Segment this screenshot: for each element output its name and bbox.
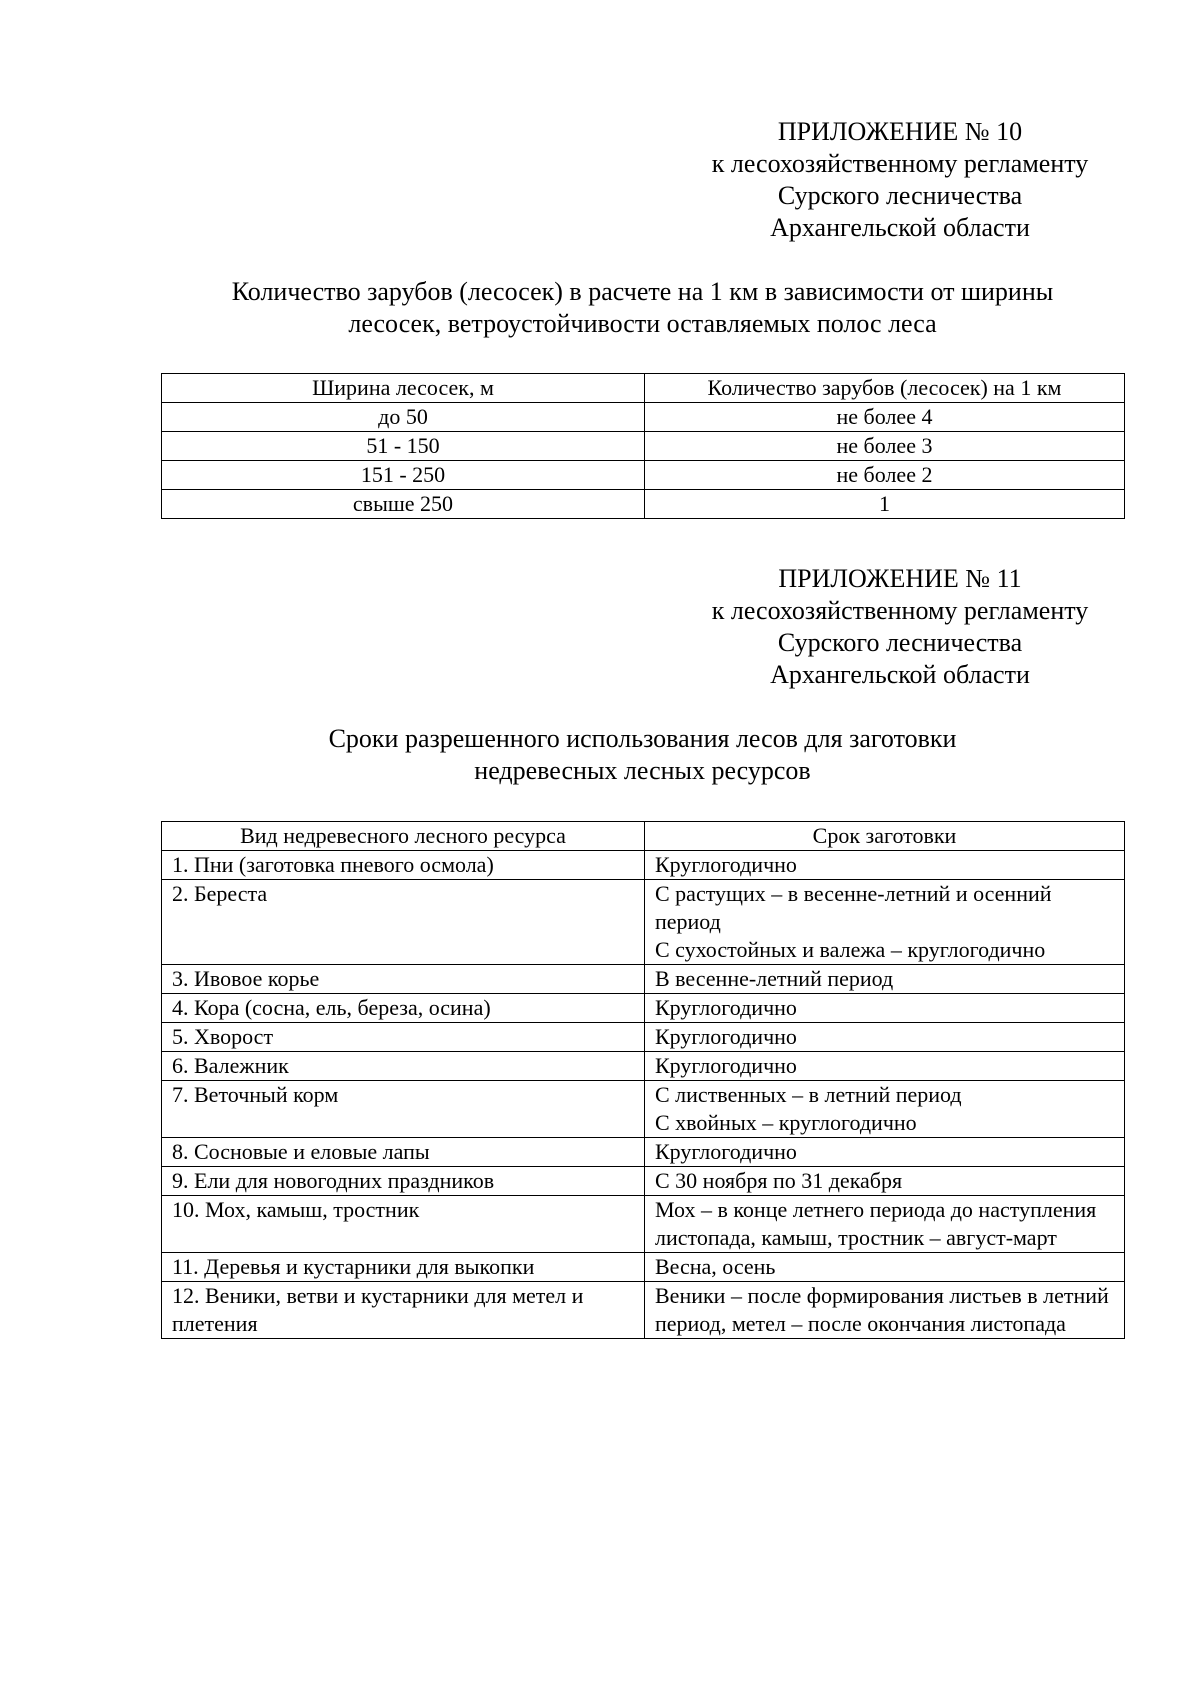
table-row — [162, 1023, 1125, 1052]
appendix-10-line: Сурского лесничества — [777, 181, 1023, 210]
harvest-period-table — [161, 821, 1125, 1339]
table-header-row — [162, 374, 1125, 403]
table-10-title — [160, 276, 1125, 340]
resource-cell: 1. Пни (заготовка пневого осмола) — [162, 851, 645, 880]
table-row — [162, 490, 1125, 519]
table-row — [162, 880, 1125, 965]
table-cell: 151 - 250 — [162, 461, 645, 490]
period-cell — [645, 1023, 1125, 1052]
table-row — [162, 1167, 1125, 1196]
resource-cell: 5. Хворост — [162, 1023, 645, 1052]
period-cell — [645, 1253, 1125, 1282]
resource-cell: 3. Ивовое корье — [162, 965, 645, 994]
period-line: Круглогодично — [655, 1139, 797, 1164]
period-cell — [645, 1196, 1125, 1253]
appendix-10-line: Архангельской области — [770, 213, 1030, 242]
resource-cell: 9. Ели для новогодних праздников — [162, 1167, 645, 1196]
appendix-11-line: к лесохозяйственному регламенту — [711, 596, 1089, 625]
period-cell — [645, 1052, 1125, 1081]
resource-cell: 11. Деревья и кустарники для выкопки — [162, 1253, 645, 1282]
appendix-10-line: ПРИЛОЖЕНИЕ № 10 — [777, 117, 1023, 146]
period-line: Круглогодично — [655, 1053, 797, 1078]
table-cell: не более 2 — [645, 461, 1125, 490]
period-line: Круглогодично — [655, 1024, 797, 1049]
period-line: С 30 ноября по 31 декабря — [655, 1168, 903, 1193]
table-row — [162, 965, 1125, 994]
table-10-title-line: Количество зарубов (лесосек) в расчете на 1 км в зависимости от ширины — [231, 277, 1054, 306]
table-10-title-line: лесосек, ветроустойчивости оставляемых полос леса — [348, 309, 937, 338]
period-line: Веники – после формирования листьев в летний период, метел – после окончания листопада — [655, 1283, 1109, 1336]
column-header: Срок заготовки — [645, 822, 1125, 851]
appendix-11-header — [690, 563, 1110, 691]
period-cell — [645, 851, 1125, 880]
resource-cell: 8. Сосновые и еловые лапы — [162, 1138, 645, 1167]
resource-cell: 7. Веточный корм — [162, 1081, 645, 1138]
resource-cell: 10. Мох, камыш, тростник — [162, 1196, 645, 1253]
table-11-title-line: Сроки разрешенного использования лесов для заготовки — [328, 724, 957, 753]
period-line: С лиственных – в летний период — [655, 1082, 962, 1107]
table-11-title — [160, 723, 1125, 787]
appendix-10-header — [690, 116, 1110, 244]
appendix-11-line: Сурского лесничества — [777, 628, 1023, 657]
table-11-title-line: недревесных лесных ресурсов — [474, 756, 811, 785]
column-header: Вид недревесного лесного ресурса — [162, 822, 645, 851]
appendix-11-line: Архангельской области — [770, 660, 1030, 689]
period-line: С сухостойных и валежа – круглогодично — [655, 937, 1046, 962]
period-line: С хвойных – круглогодично — [655, 1110, 917, 1135]
table-row — [162, 1138, 1125, 1167]
table-row — [162, 1081, 1125, 1138]
period-cell — [645, 994, 1125, 1023]
table-row — [162, 461, 1125, 490]
period-cell — [645, 1282, 1125, 1339]
table-row — [162, 994, 1125, 1023]
period-cell — [645, 1081, 1125, 1138]
table-header-row — [162, 822, 1125, 851]
period-line: Круглогодично — [655, 852, 797, 877]
column-header: Ширина лесосек, м — [162, 374, 645, 403]
table-cell: 51 - 150 — [162, 432, 645, 461]
period-line: С растущих – в весенне-летний и осенний период — [655, 881, 1052, 934]
resource-cell: 4. Кора (сосна, ель, береза, осина) — [162, 994, 645, 1023]
resource-cell: 2. Береста — [162, 880, 645, 965]
appendix-10-line: к лесохозяйственному регламенту — [711, 149, 1089, 178]
table-cell: не более 3 — [645, 432, 1125, 461]
table-cell: до 50 — [162, 403, 645, 432]
cut-count-table — [161, 373, 1125, 519]
appendix-11-line: ПРИЛОЖЕНИЕ № 11 — [778, 564, 1022, 593]
table-row — [162, 1253, 1125, 1282]
table-row — [162, 432, 1125, 461]
column-header: Количество зарубов (лесосек) на 1 км — [645, 374, 1125, 403]
period-cell — [645, 1167, 1125, 1196]
resource-cell: 6. Валежник — [162, 1052, 645, 1081]
table-cell: 1 — [645, 490, 1125, 519]
period-cell — [645, 1138, 1125, 1167]
period-cell — [645, 965, 1125, 994]
table-row — [162, 403, 1125, 432]
period-cell — [645, 880, 1125, 965]
table-cell: не более 4 — [645, 403, 1125, 432]
table-cell: свыше 250 — [162, 490, 645, 519]
table-row — [162, 1196, 1125, 1253]
period-line: Весна, осень — [655, 1254, 776, 1279]
table-row — [162, 1052, 1125, 1081]
resource-cell: 12. Веники, ветви и кустарники для метел и плетения — [162, 1282, 645, 1339]
table-row — [162, 1282, 1125, 1339]
table-row — [162, 851, 1125, 880]
period-line: Круглогодично — [655, 995, 797, 1020]
period-line: Мох – в конце летнего периода до наступления листопада, камыш, тростник – август-март — [655, 1197, 1097, 1250]
period-line: В весенне-летний период — [655, 966, 894, 991]
